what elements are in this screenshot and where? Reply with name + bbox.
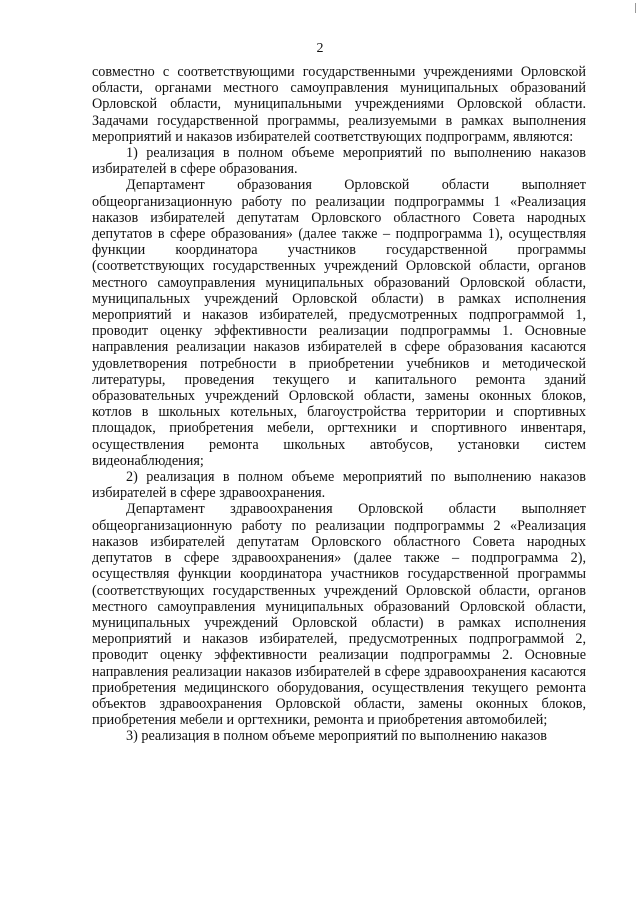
scan-edge-mark	[635, 3, 636, 13]
paragraph-task-3: 3) реализация в полном объеме мероприятий по выполнению наказов	[126, 728, 548, 745]
page-number: 2	[316, 41, 324, 56]
paragraph-education-department: Департамент образования Орловской области выполняет общеорганизационную работу по реализации подпрограммы 1 «Реализация наказов избирателей депутатам Орловского областного Совета народных депутатов в сфере образования» (далее также – подпрограмма 1), осуществляя функции координатора участников государственной программы (соответствующих государственных учреждений Орловской области, органов местного самоуправления муниципальных образований Орловской области, муниципальных учреждений Орловской области) в рамках исполнения мероприятий и наказов избирателей, предусмотренных подпрограммой 1, проводит оценку эффективности реализации подпрограммы 1. Основные направления реализации наказов избирателей в сфере образования касаются удовлетворения потребности в приобретении учебников и методической литературы, проведения текущего и капитального ремонта зданий образовательных учреждений Орловской области, замены оконных блоков, котлов в школьных котельных, благоустройства территории и спортивных площадок, приобретения мебели, оргтехники и спортивного инвентаря, осуществления ремонта школьных автобусов, установки систем видеонаблюдения;	[92, 177, 586, 469]
document-body	[92, 64, 586, 745]
paragraph-continuation: совместно с соответствующими государственными учреждениями Орловской области, органами местного самоуправления муниципальных образований Орловской области, муниципальными учреждениями Орловской области. Задачами государственной программы, реализуемыми в рамках выполнения мероприятий и наказов избирателей соответствующих подпрограмм, являются:	[92, 64, 586, 145]
paragraph-task-1: 1) реализация в полном объеме мероприятий по выполнению наказов избирателей в сфере образования.	[92, 145, 586, 178]
paragraph-health-department: Департамент здравоохранения Орловской области выполняет общеорганизационную работу по реализации подпрограммы 2 «Реализация наказов избирателей депутатам Орловского областного Совета народных депутатов в сфере здравоохранения» (далее также – подпрограмма 2), осуществляя функции координатора участников государственной программы (соответствующих государственных учреждений Орловской области, органов местного самоуправления муниципальных образований Орловской области, муниципальных учреждений Орловской области) в рамках исполнения мероприятий и наказов избирателей, предусмотренных подпрограммой 2, проводит оценку эффективности реализации подпрограммы 2. Основные направления реализации наказов избирателей в сфере здравоохранения касаются приобретения медицинского оборудования, осуществления текущего ремонта объектов здравоохранения Орловской области, замены оконных блоков, приобретения мебели и оргтехники, ремонта и приобретения автомобилей;	[92, 501, 586, 729]
paragraph-task-2: 2) реализация в полном объеме мероприятий по выполнению наказов избирателей в сфере здравоохранения.	[92, 469, 586, 502]
